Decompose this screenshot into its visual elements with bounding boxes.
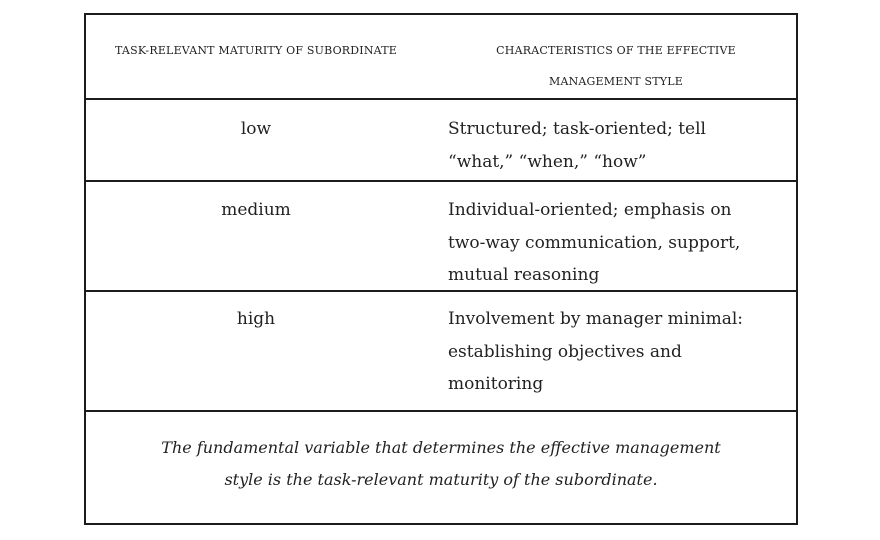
footer-note-line-1: The fundamental variable that determines the effective management bbox=[161, 438, 721, 457]
characteristics-line: two-way communication, support, bbox=[448, 232, 741, 253]
characteristics-column-header bbox=[456, 35, 776, 97]
characteristics-line: mutual reasoning bbox=[448, 265, 600, 285]
table-row-high bbox=[86, 292, 796, 412]
characteristics-line: establishing objectives and bbox=[448, 341, 682, 362]
characteristics-header-line-2: MANAGEMENT STYLE bbox=[548, 75, 683, 88]
footer-note-line-2: style is the task-relevant maturity of the subordinate. bbox=[224, 470, 658, 489]
characteristics-cell-low bbox=[448, 113, 788, 178]
characteristics-line: monitoring bbox=[448, 374, 544, 394]
characteristics-line: Individual-oriented; emphasis on bbox=[448, 200, 732, 220]
characteristics-line: Involvement by manager minimal: bbox=[448, 309, 744, 329]
table-footer-row bbox=[86, 412, 796, 523]
table-row-medium bbox=[86, 182, 796, 292]
footer-note bbox=[116, 432, 766, 496]
management-style-table bbox=[84, 13, 798, 525]
characteristics-header-line-1: CHARACTERISTICS OF THE EFFECTIVE bbox=[496, 44, 736, 57]
characteristics-line: Structured; task-oriented; tell bbox=[448, 119, 706, 139]
characteristics-cell-medium bbox=[448, 194, 788, 292]
characteristics-cell-high bbox=[448, 303, 788, 401]
maturity-cell-low: low bbox=[240, 119, 272, 139]
maturity-cell-high: high bbox=[236, 309, 276, 329]
maturity-column-header: TASK-RELEVANT MATURITY OF SUBORDINATE bbox=[115, 44, 397, 57]
table-header-row bbox=[86, 15, 796, 100]
characteristics-line: “what,” “when,” “how” bbox=[448, 151, 647, 172]
table-row-low bbox=[86, 100, 796, 182]
maturity-cell-medium: medium bbox=[221, 200, 291, 220]
